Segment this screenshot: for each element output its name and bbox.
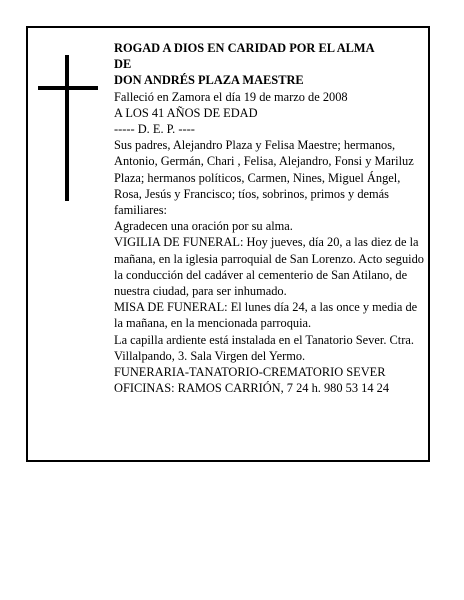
cross-vertical-bar — [65, 55, 69, 201]
mass-paragraph: MISA DE FUNERAL: El lunes día 24, a las once y media de la mañana, en la mencionada parroquia. — [114, 300, 418, 331]
deceased-name: DON ANDRÉS PLAZA MAESTRE — [114, 73, 304, 88]
header-line-2: DE — [114, 57, 132, 72]
dep-line: ----- D. E. P. ---- — [114, 122, 195, 137]
header-line-1: ROGAD A DIOS EN CARIDAD POR EL ALMA — [114, 41, 375, 55]
notice-body — [114, 40, 426, 396]
chapel-paragraph: La capilla ardiente está instalada en el Tanatorio Sever. Ctra. Villalpando, 3. Sala Virgen del Yermo. — [114, 332, 414, 363]
family-paragraph: Sus padres, Alejandro Plaza y Felisa Maestre; hermanos, Antonio, Germán, Chari , Felisa, Alejandro, Fonsi y Mariluz Plaza; hermanos políticos, Carmen, Nines, Miguel Ángel, Rosa, Jesús y Francisco; tíos, sobrinos, primos y demás familiares: — [114, 138, 414, 218]
cross-icon — [38, 55, 98, 201]
vigil-paragraph: VIGILIA DE FUNERAL: Hoy jueves, día 20, a las diez de la mañana, en la iglesia parroquial de San Lorenzo. Acto seguido la conducción del cadáver al cementerio de San Atilano, de nuestra ciudad, para ser inhumado. — [114, 235, 425, 299]
offices-line: OFICINAS: RAMOS CARRIÓN, 7 24 h. 980 53 14 24 — [114, 381, 390, 396]
cross-horizontal-bar — [38, 86, 98, 90]
death-info: Falleció en Zamora el día 19 de marzo de 2008 — [114, 89, 348, 104]
funeral-home: FUNERARIA-TANATORIO-CREMATORIO SEVER — [114, 365, 386, 380]
prayer-request: Agradecen una oración por su alma. — [114, 219, 293, 234]
age-line: A LOS 41 AÑOS DE EDAD — [114, 105, 258, 120]
obituary-notice — [26, 26, 430, 462]
